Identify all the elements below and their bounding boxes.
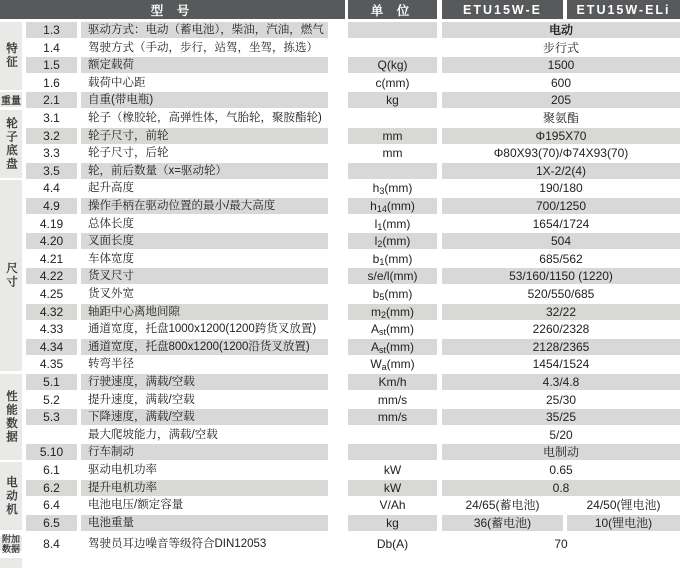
description-cell: 额定载荷 [81,57,328,73]
unit-cell: Db(A) [376,537,409,552]
unit-cell: Km/h [348,374,437,390]
description-cell: 驱动方式：电动（蓄电池），柴油，汽油，燃气 [81,22,328,38]
row-number-cell: 4.35 [39,357,64,372]
row-number-cell: 4.32 [26,304,77,320]
table-row [0,515,680,531]
table-row [0,427,680,443]
row-number-cell: 6.1 [43,463,60,477]
description-cell: 行驶速度，满载/空载 [81,374,328,390]
unit-cell: $W_a(mm)$ [370,357,415,373]
value-cell: 0.8 [442,480,680,496]
table-row [0,444,680,460]
unit-cell: $b_1(mm)$ [372,251,413,267]
description-cell: 电池电压/额定容量 [88,499,184,512]
category-label-partial [0,558,22,568]
table-row [0,321,680,337]
table-row [0,374,680,390]
table-row [0,409,680,425]
table-row [0,356,680,372]
value-cell: 0.65 [549,463,573,477]
description-cell: 驾驶员耳边噪音等级符合DIN12053 [88,538,267,551]
unit-cell: kg [348,92,437,108]
value-cell: 205 [442,92,680,108]
row-number-cell: 1.5 [26,57,77,73]
value-cell: 35/25 [442,409,680,425]
table-row [0,110,680,126]
table-row [0,268,680,284]
row-number-cell: 6.4 [43,498,60,513]
value-cell: 聚氨酯 [542,111,579,125]
description-cell: 最大爬坡能力，满载/空载 [88,428,218,441]
unit-cell: s/e/l(mm) [348,268,437,284]
category-label: 尺寸 [0,180,22,371]
category-label: 性能数据 [0,374,22,460]
category-label: 重量 [0,92,22,107]
row-number-cell: 4.20 [26,233,77,249]
unit-cell: V/Ah [379,498,406,513]
row-number-cell: 4.21 [39,251,64,266]
unit-cell: mm [348,128,437,144]
table-row [0,22,680,38]
row-number-cell: 3.2 [26,128,77,144]
table-row [0,57,680,73]
table-row [0,462,680,478]
header-column-etu15w-e: ETU15W-E [442,0,563,19]
table-row [0,392,680,408]
description-cell: 通道宽度，托盘800x1200(1200沿货叉放置) [81,339,328,355]
value-cell: 24/50(锂电池) [586,498,661,513]
description-cell: 轴距中心离地间隙 [81,304,328,320]
value-cell: 1500 [442,57,680,73]
description-cell: 车体宽度 [88,252,134,265]
description-cell: 货叉外宽 [88,288,134,300]
value-cell: 1454/1524 [532,357,590,372]
unit-cell: kW [348,480,437,496]
unit-cell: $m_2(mm)$ [348,304,437,320]
table-row [0,163,680,179]
value-cell: 1654/1724 [532,216,590,231]
header-model-label: 型 号 [0,0,345,19]
table-row [0,128,680,144]
row-number-cell: 2.1 [26,92,77,108]
unit-cell [348,163,437,179]
unit-cell: c(mm) [375,75,410,90]
value-cell: 700/1250 [442,198,680,214]
row-number-cell: 3.3 [43,146,60,161]
table-row [0,145,680,161]
row-number-cell: 1.4 [43,40,60,55]
description-cell: 电池重量 [81,515,328,531]
value-cell: 电动 [442,22,680,38]
unit-cell: $A_{st}(mm)$ [348,339,437,355]
value-cell: 32/22 [442,304,680,320]
value-cell: 25/30 [545,392,577,407]
unit-cell: Q(kg) [348,57,437,73]
row-number-cell: 4.33 [39,322,64,337]
unit-cell: mm/s [377,392,408,407]
row-number-cell: 8.4 [43,537,60,552]
category-label: 电动机 [0,462,22,530]
unit-cell: $b_5(mm)$ [372,287,413,302]
value-cell: 53/160/1150 (1220) [442,268,680,284]
value-cell: 2128/2365 [442,339,680,355]
row-number-cell: 4.25 [39,287,64,301]
table-row [0,480,680,496]
unit-cell [348,110,437,126]
value-cell: 685/562 [539,251,583,266]
table-row [0,304,680,320]
value-cell: 电制动 [442,444,680,460]
table-row [0,216,680,232]
description-cell: 驾驶方式（手动，步行，站驾，坐驾，拣选） [88,41,318,54]
category-label: 附加 数据 [1,533,20,554]
description-cell: 载荷中心距 [88,76,146,89]
table-row [0,339,680,355]
description-cell: 下降速度，满载/空载 [81,409,328,425]
table-row [0,533,680,554]
row-number-cell: 5.1 [26,374,77,390]
unit-cell: mm/s [348,409,437,425]
row-number-cell: 3.5 [26,163,77,179]
description-cell: 叉面长度 [81,233,328,249]
row-number-cell: 3.1 [43,111,60,125]
value-cell: 步行式 [542,40,579,55]
table-row [0,497,680,513]
description-cell: 行车制动 [81,444,328,460]
row-number-cell: 6.5 [26,515,77,531]
value-cell: 24/65(蓄电池) [465,498,540,513]
description-cell: 提升速度，满载/空载 [88,393,195,406]
unit-cell [348,444,437,460]
value-cell: 504 [442,233,680,249]
row-number-cell: 6.2 [26,480,77,496]
header-column-etu15w-eli: ETU15W-ELi [567,0,680,19]
description-cell: 起升高度 [88,182,134,195]
row-number-cell: 4.19 [39,216,64,231]
value-cell: 1X-2/2(4) [442,163,680,179]
value-cell: 70 [554,537,568,552]
row-number-cell: 1.6 [43,75,60,90]
unit-cell: $h_3(mm)$ [372,181,413,197]
description-cell: 操作手柄在驱动位置的最小/最大高度 [81,198,328,214]
table-row [0,92,680,108]
category-label: 特征 [0,22,22,90]
row-number-cell: 4.34 [26,339,77,355]
description-cell: 轮子尺寸，前轮 [81,128,328,144]
table-row [0,198,680,214]
value-cell: 10(锂电池) [567,515,680,531]
value-cell: 4.3/4.8 [442,374,680,390]
description-cell: 货叉尺寸 [81,268,328,284]
description-cell: 轮子尺寸，后轮 [88,147,169,160]
row-number-cell: 5.3 [26,409,77,425]
unit-cell [348,22,437,38]
header-unit-label: 单 位 [348,0,437,19]
row-number-cell: 5.2 [43,392,60,407]
row-number-cell: 4.22 [26,268,77,284]
description-cell: 自重(带电瓶) [81,92,328,108]
row-number-cell: 5.10 [26,444,77,460]
table-row [0,40,680,56]
unit-cell [348,427,437,443]
value-cell: 5/20 [549,427,573,442]
table-row [0,233,680,249]
unit-cell: kg [348,515,437,531]
unit-cell [348,40,437,56]
row-number-cell: 1.3 [26,22,77,38]
table-row [0,180,680,196]
value-cell: 600 [550,75,572,90]
category-label: 轮子底盘 [0,110,22,178]
unit-cell: $l_2(mm)$ [348,233,437,249]
unit-cell: mm [382,146,403,161]
unit-cell: $h_{14}(mm)$ [348,198,437,214]
unit-cell: $A_{st}(mm)$ [370,322,414,338]
description-cell: 驱动电机功率 [88,464,157,476]
value-cell: Φ195X70 [442,128,680,144]
table-row [0,286,680,302]
unit-cell: kW [383,463,402,477]
description-cell: 总体长度 [88,217,134,230]
value-cell: 520/550/685 [527,287,595,301]
description-cell: 轮子（橡胶轮，高弹性体，气胎轮，聚胺酯轮) [88,112,322,124]
row-number-cell: 4.4 [43,181,60,196]
value-cell: 36(蓄电池) [442,515,563,531]
table-row [0,75,680,91]
row-number-cell [26,427,77,443]
unit-cell: $l_1(mm)$ [374,216,411,232]
value-cell: 190/180 [539,181,583,196]
value-cell: 2260/2328 [532,322,590,337]
row-number-cell: 4.9 [26,198,77,214]
description-cell: 通道宽度，托盘1000x1200(1200跨货叉放置) [88,323,317,336]
description-cell: 提升电机功率 [81,480,328,496]
table-row [0,251,680,267]
value-cell: Φ80X93(70)/Φ74X93(70) [493,146,629,161]
description-cell: 轮，前后数量（x=驱动轮） [81,163,328,179]
description-cell: 转弯半径 [88,358,134,371]
